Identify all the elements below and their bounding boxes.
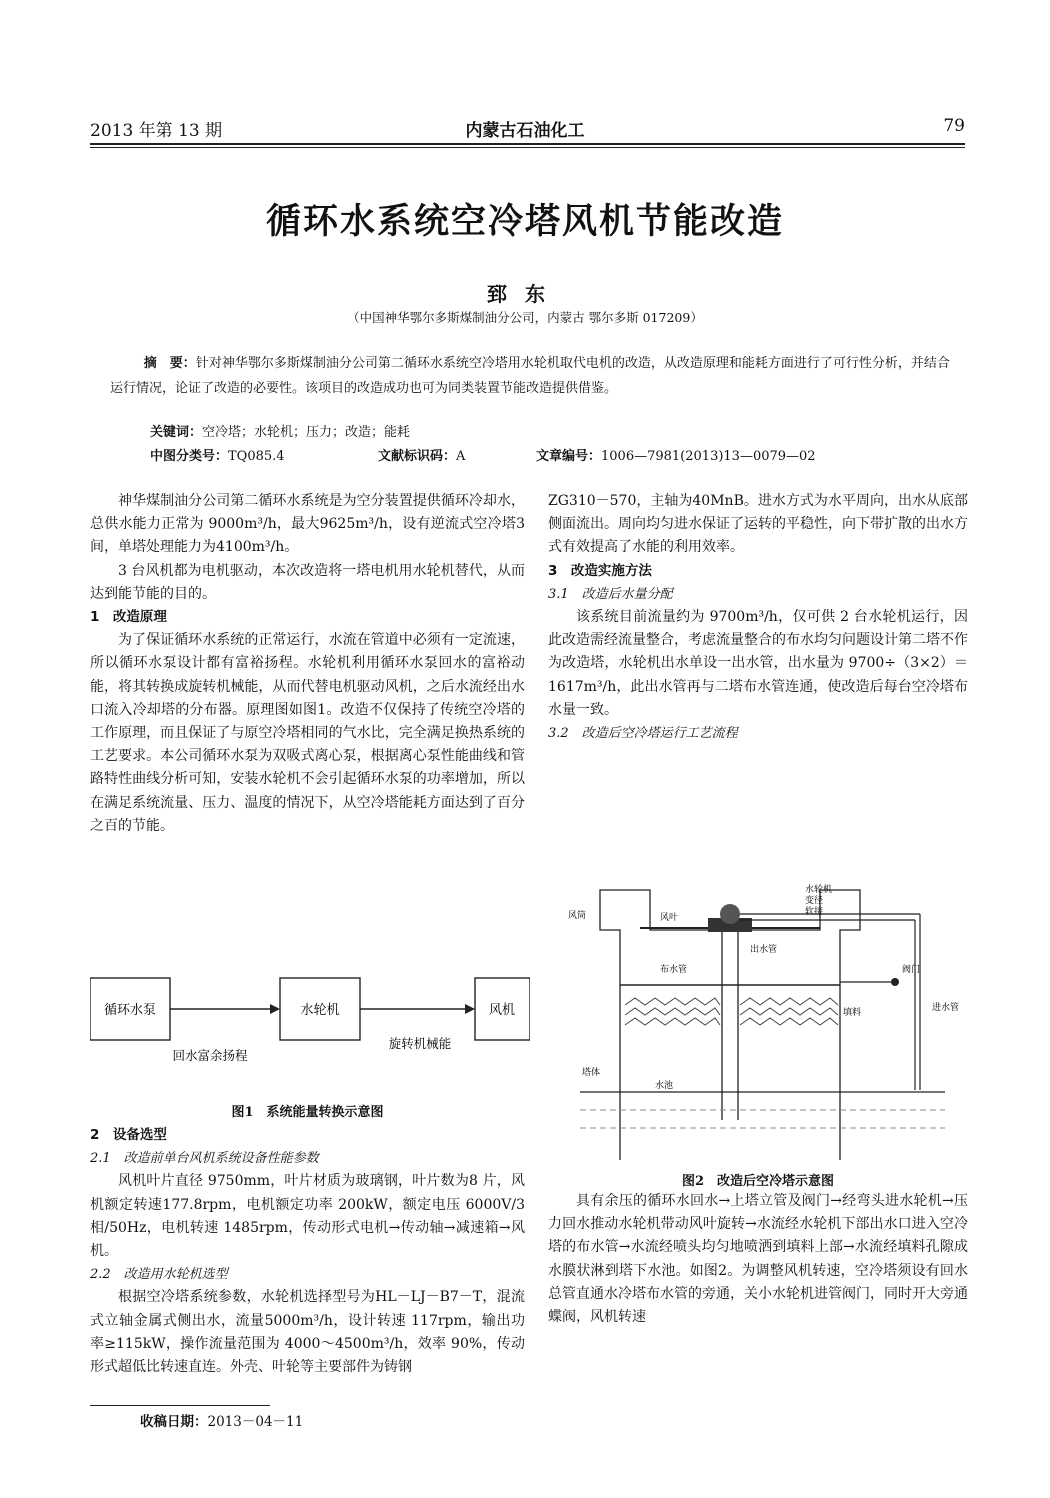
fig2-label-flex: 软接 (805, 907, 824, 917)
fig2-fill-media (625, 1018, 720, 1025)
fig2-fill-media (740, 1008, 838, 1015)
fig2-label-reducer: 变径 (805, 896, 824, 906)
section-heading: 3 改造实施方法 (548, 562, 652, 579)
author: 郅东 (487, 282, 563, 306)
paragraph: ZG310－570，主轴为40MnB。进水方式为水平周向，出水从底部侧面流出。周向均匀进水保证了运转的平稳性，向下带扩散的出水方式有效提高了水能的利用效率。 (548, 493, 968, 556)
fig1-arrowhead-1 (270, 1004, 280, 1014)
fig2-fill-media (625, 998, 720, 1005)
received-date-value: 2013－04－11 (207, 1414, 304, 1430)
paragraph: 该系统目前流量约为 9700m³/h，仅可供 2 台水轮机运行，因此改造需经流量整合，考虑流量整合的布水均匀问题设计第二塔不作为改造塔，水轮机出水单设一出水管，出水量为 9700÷（3×2）＝1617m³/h，此出水管再与二塔布水管连通，使改造后每台空冷塔布水量一致。 (548, 609, 968, 718)
article-id-label: 文章编号： (536, 449, 602, 464)
subsection-heading: 2.2 改造用水轮机选型 (90, 1267, 228, 1283)
fig2-fill-media (740, 1018, 838, 1025)
fig2-fill-media (625, 1008, 720, 1015)
fig2-label-outlet: 出水管 (750, 945, 778, 955)
fig2-label-fill: 填料 (843, 1008, 862, 1018)
right-column-bottom (548, 1190, 968, 1329)
classification-line (150, 444, 816, 469)
clc-label: 中图分类号： (150, 449, 229, 464)
fig2-fill-media (740, 998, 838, 1005)
keywords-label: 关键词： (150, 425, 203, 440)
fig2-label-distrib: 布水管 (660, 965, 688, 975)
abstract (110, 351, 955, 401)
fig2-label-duct: 风筒 (568, 911, 587, 921)
fig1-arrow-label-1: 回水富余扬程 (172, 1048, 248, 1063)
received-date (140, 1410, 303, 1430)
fig2-label-blade: 风叶 (660, 913, 679, 923)
left-column-top (90, 490, 525, 838)
subsection-heading: 3.1 改造后水量分配 (548, 586, 673, 602)
fig1-arrowhead-2 (465, 1004, 475, 1014)
fig1-arrow-label-2: 旋转机械能 (388, 1036, 452, 1051)
subsection-heading: 2.1 改造前单台风机系统设备性能参数 (90, 1151, 319, 1167)
paragraph: 神华煤制油分公司第二循环水系统是为空分装置提供循环冷却水，总供水能力正常为 9000m³/h，最大9625m³/h，设有逆流式空冷塔3间，单塔处理能力为4100m³/h。 (90, 493, 525, 556)
received-date-label: 收稿日期： (140, 1414, 208, 1430)
fig2-label-valve: 阀门 (902, 965, 921, 975)
figure-1-diagram (90, 968, 530, 1078)
abstract-label: 摘 要： (143, 356, 196, 371)
section-heading: 2 设备选型 (90, 1127, 167, 1143)
fig2-valve-icon (891, 978, 899, 986)
subsection-heading: 3.2 改造后空冷塔运行工艺流程 (548, 726, 738, 742)
doc-code-value: A (456, 449, 466, 464)
right-column-top (548, 490, 968, 745)
figure-2-caption: 图2 改造后空冷塔示意图 (681, 1174, 835, 1189)
fig1-label-turbine: 水轮机 (300, 1003, 340, 1018)
paragraph: 具有余压的循环水回水→上塔立管及阀门→经弯头进水轮机→压力回水推动水轮机带动风叶旋转→水流经水轮机下部出水口进入空冷塔的布水管→水流经喷头均匀地喷洒到填料上部→水流经填料孔隙成水膜状淋到塔下水池。如图2。为调整风机转速，空冷塔须设有回水总管直通水冷塔布水管的旁通，关小水轮机进管阀门，同时开大旁通蝶阀，风机转速 (548, 1193, 968, 1326)
paragraph: 3 台风机都为电机驱动，本次改造将一塔电机用水轮机替代，从而达到能节能的目的。 (90, 562, 525, 602)
paper-title: 循环水系统空冷塔风机节能改造 (265, 202, 784, 242)
paragraph: 为了保证循环水系统的正常运行，水流在管道中必须有一定流速，所以循环水泵设计都有富裕扬程。水轮机利用循环水泵回水的富裕动能，将其转换成旋转机械能，从而代替电机驱动风机，之后水流经出水口流入冷却塔的分布器。原理图如图1。改造不仅保持了传统空冷塔的工作原理，而且保证了与原空冷塔相同的气水比，完全满足换热系统的工艺要求。本公司循环水泵为双吸式离心泵，根据离心泵性能曲线和管路特性曲线分析可知，安装水轮机不会引起循环水泵的功率增加，所以在满足系统流量、压力、温度的情况下，从空冷塔能耗方面达到了百分之百的节能。 (90, 632, 525, 834)
page-number: 79 (943, 116, 965, 136)
fig1-label-pump: 循环水泵 (103, 1003, 157, 1018)
journal-name: 内蒙古石油化工 (465, 121, 585, 141)
fig2-label-pool: 水池 (655, 1081, 674, 1091)
keywords-text: 空冷塔；水轮机；压力；改造；能耗 (202, 425, 411, 440)
abstract-text: 针对神华鄂尔多斯煤制油分公司第二循环水系统空冷塔用水轮机取代电机的改造，从改造原理和能耗方面进行了可行性分析，并结合运行情况，论证了改造的必要性。该项目的改造成功也可为同类装置节能改造提供借鉴。 (110, 356, 950, 396)
left-column-bottom (90, 1124, 525, 1379)
fig2-label-turbine: 水轮机 (805, 885, 833, 895)
header-rule-thin (90, 147, 965, 148)
fig2-label-inlet: 进水管 (932, 1003, 960, 1013)
section-heading: 1 改造原理 (90, 609, 167, 626)
header-rule (90, 143, 965, 145)
figure-1-caption: 图1 系统能量转换示意图 (231, 1105, 384, 1120)
figure-2-diagram (560, 870, 965, 1160)
fig1-label-fan: 风机 (488, 1003, 516, 1018)
paragraph: 风机叶片直径 9750mm，叶片材质为玻璃钢，叶片数为8 片，风机额定转速177.8rpm，电机额定功率 200kW，额定电压 6000V/3 相/50Hz，电机转速 1485rpm，传动形式电机→传动轴→减速箱→风机。 (90, 1173, 525, 1260)
fig2-turbine-icon (720, 904, 740, 924)
keywords (150, 420, 410, 445)
clc-value: TQ085.4 (228, 449, 285, 464)
article-id-value: 1006—7981(2013)13—0079—02 (601, 449, 816, 464)
affiliation: （中国神华鄂尔多斯煤制油分公司，内蒙古 鄂尔多斯 017209） (347, 310, 703, 325)
fig2-label-body: 塔体 (582, 1068, 601, 1078)
doc-code-label: 文献标识码： (378, 449, 457, 464)
paragraph: 根据空冷塔系统参数，水轮机选择型号为HL－LJ－B7－T，混流式立轴金属式侧出水，流量5000m³/h，设计转速 117rpm，输出功率≥115kW，操作流量范围为 4000～4500m³/h，效率 90%，传动形式超低比转速直连。外壳、叶轮等主要部件为铸钢 (90, 1289, 525, 1376)
footnote-rule (90, 1405, 270, 1406)
issue-label: 2013 年第 13 期 (90, 121, 223, 141)
